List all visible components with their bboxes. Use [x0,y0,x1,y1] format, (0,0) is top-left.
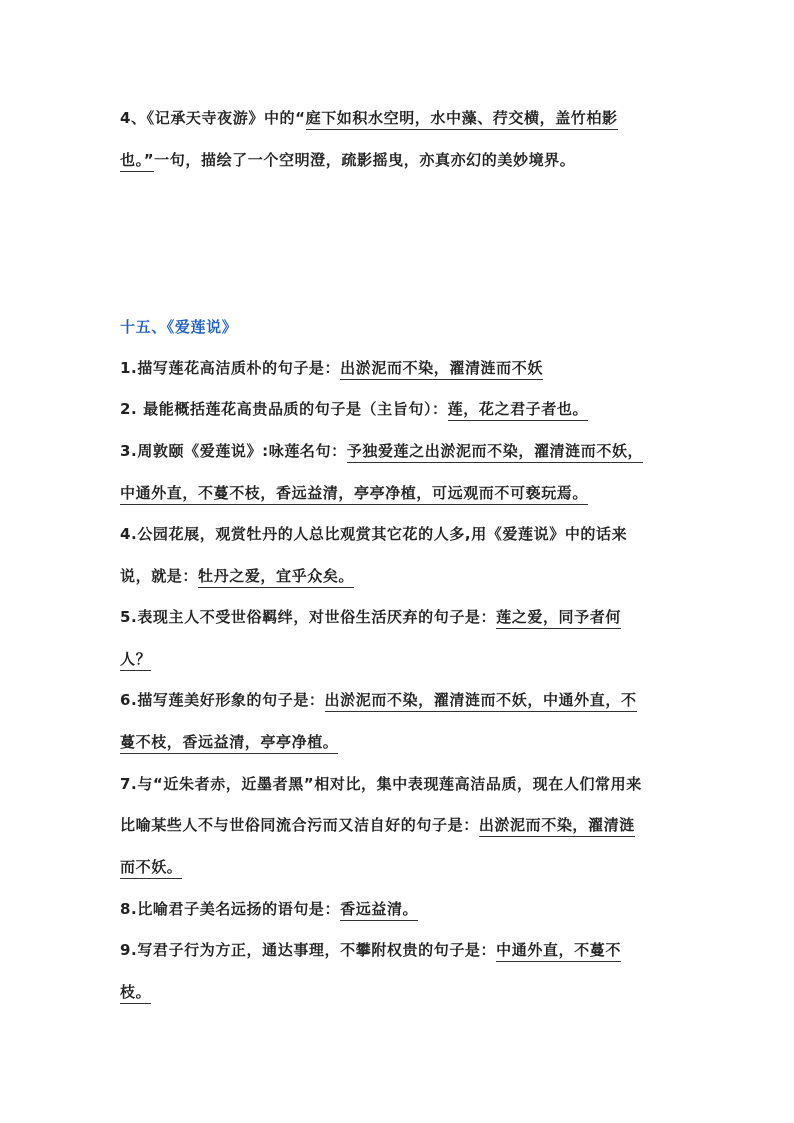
question-7-continued-2 [120,856,182,878]
question-4-text: 4.公园花展，观赏牡丹的人总比观赏其它花的人多,用《爱莲说》中的话来 [120,525,628,543]
section-heading: 十五、《爱莲说》 [120,318,238,336]
item4-line2 [120,149,575,171]
question-5-text: 5.表现主人不受世俗羁绊，对世俗生活厌弃的句子是： [120,608,497,626]
question-5-continued [120,648,151,670]
question-7-text: 7.与“近朱者赤，近墨者黑”相对比，集中表现莲高洁品质，现在人们常用来 [120,775,642,793]
question-3-answer-part2: 中通外直，不蔓不枝，香远益清，亭亭净植，可远观而不可亵玩焉。 [120,484,588,505]
question-1-answer: 出淤泥而不染，濯清涟而不妖 [340,359,543,380]
item4-prefix: 4、《记承天寺夜游》中的“ [120,109,306,127]
question-3-continued [120,482,588,504]
question-2-answer: 莲，花之君子者也。 [448,400,588,421]
question-4 [120,523,627,545]
question-7-continued [120,814,635,836]
question-4-text-part2: 说，就是： [120,567,199,585]
item4-suffix: 一句，描绘了一个空明澄，疏影摇曳，亦真亦幻的美妙境界。 [154,151,576,169]
question-5 [120,606,621,628]
question-4-continued [120,565,354,587]
question-8-text: 8.比喻君子美名远扬的语句是： [120,900,341,918]
question-5-answer-part2: 人？ [120,650,151,671]
question-8-answer: 香远益清。 [340,900,418,921]
question-7-text-part2: 比喻某些人不与世俗同流合污而又洁自好的句子是： [120,816,479,834]
item4-answer-part2: 也。” [120,151,154,172]
question-9 [120,939,621,961]
question-3-answer-part1: 予独爱莲之出淤泥而不染，濯清涟而不妖， [347,442,643,463]
question-6-text: 6.描写莲美好形象的句子是： [120,691,325,709]
question-9-answer-part2: 枝。 [120,983,151,1004]
question-4-answer: 牡丹之爱，宜乎众矣。 [198,567,354,588]
question-7-answer-part2: 而不妖。 [120,858,182,879]
question-9-continued [120,981,151,1003]
question-6-answer-part2: 蔓不枝，香远益清，亭亭净植。 [120,733,338,754]
question-3-text: 3.周敦颐《爱莲说》:咏莲名句： [120,442,347,460]
question-7 [120,773,642,795]
question-6 [120,689,637,711]
question-1 [120,357,543,379]
question-9-answer-part1: 中通外直，不蔓不 [496,941,621,962]
question-2-text: 2. 最能概括莲花高贵品质的句子是（主旨句）： [120,400,448,418]
item4-answer-part1: 庭下如积水空明，水中藻、荇交横，盖竹柏影 [306,109,618,130]
question-6-continued [120,731,338,753]
question-6-answer-part1: 出淤泥而不染，濯清涟而不妖，中通外直，不 [325,691,637,712]
question-9-text: 9.写君子行为方正，通达事理，不攀附权贵的句子是： [120,941,497,959]
question-7-answer-part1: 出淤泥而不染，濯清涟 [479,816,635,837]
question-1-text: 1.描写莲花高洁质朴的句子是： [120,359,341,377]
question-3 [120,440,643,462]
question-2 [120,398,588,420]
question-8 [120,898,418,920]
question-5-answer-part1: 莲之爱，同予者何 [496,608,621,629]
item4-line1 [120,107,618,129]
